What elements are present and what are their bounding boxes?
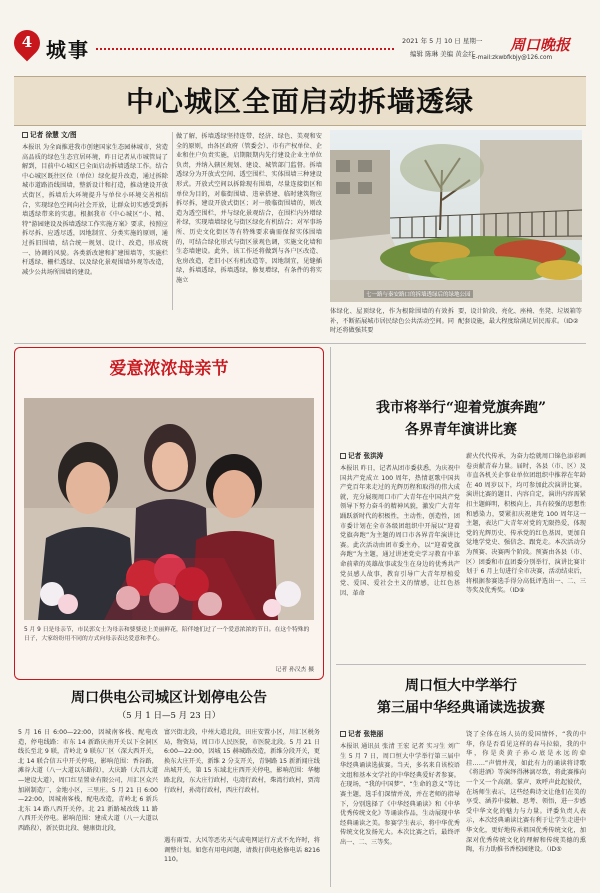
power-outage-col-2: 富兴街北段，中州大道北段，田庄安置小区，川汇区税务局，物资局，周口市人民医院，市医院北段。5 月 21 日 6:00—22:00，因城 15 赫城路改造，新维分段开关，更换东大庄开关，新维 2 分支开关，青铜路 15 新新闻庄线出城开关，第 15 东域北庄西开关停电，影响范围：华穗路北段，东大庄行政村，屯湾行政村，柴湾行政村，贾湾行政村，孙湾行政村，西庄行政村。 xyxy=(164,729,320,794)
hengda-title-1: 周口恒大中学举行 xyxy=(405,678,517,694)
youth-contest-title-2: 各界青年演讲比赛 xyxy=(405,422,517,438)
divider xyxy=(330,347,331,887)
header-dots xyxy=(96,48,396,50)
main-headline: 中心城区全面启动拆墙透绿 xyxy=(125,85,474,118)
main-col-1: 本报讯 为全面推进我市创建国家生态园林城市，营造高品质的绿色生态宜居环境，昨日记者从市城管局了解到，目前中心城区已全面启动拆墙透绿工作。结合中心城区既往区位（单位）绿化提升改造，通过拆除城市道路沿线围墙，整新设计和打造，推动建设开放式街区，拆墙后大环境提升与单位小环境交善相结合，实现绿色空间向社会开放，让群众切实感受到拆墙透绿带来的实惠。根据我市《中心城区“小、精、特”游园建设及拆墙透绿工作实施方案》要求，按照应拆尽拆、应透尽透，因地制宜、分类实施的原则，通过拆旧围墙，结合统一规划、设计、改造，形成统一、协调的风貌。各类新改建和扩建围墙等，实施栏杆透绿、栅栏透绿、以及绿化景观围墙外观等改造，减少公共场所围墙的建设。 xyxy=(22,144,168,276)
page-header xyxy=(0,0,600,70)
hengda-col-1: 本报讯 通讯员 张清 王宏 记者 实习生 刘广生 5 月 7 日，周口恒大中学举行第三届中华经典诵读选拔赛。当天，多名来自该校语文组和基本文学社的中华经典爱好者参赛。在现场，“我的中国梦”、“生命的意义”等比赛主题，选手们深情并茂，并在老师的指导下，分别选择了《中华经典诵读》和《中华优秀传统文化》等诵读作品，生动展现中华经典诵读之美。参赛学生表示，将中华优秀传统文化发扬光大。本次比赛之后，最终评出一、二、三等奖。 xyxy=(340,743,460,846)
youth-contest-byline: 记者 张洪涛 xyxy=(340,452,460,461)
park-illustration xyxy=(330,130,582,302)
street-park-photo xyxy=(330,130,582,302)
date-line: 2021 年 5 月 10 日 星期一 xyxy=(402,37,483,45)
main-byline: 记者 徐慧 文/图 xyxy=(22,131,152,140)
editor-line: 编辑 陈琳 美编 黄金红 xyxy=(410,50,475,58)
photo-caption: 七一路与秦安路口的拆墙透绿后的绿地公园 xyxy=(366,292,471,298)
youth-contest-col-1: 本报讯 昨日，记者从团市委获悉，为庆祝中国共产党成立 100 周年，热情讴歌中国共产党百年来走过的光辉历程和取得的伟大成就，充分展现周口市广大青年在中国共产党领导下努力奋斗的精神风貌，激发广大青年踊跃新时代的积极性，主动性，创造性，团市委计划在全市各级团组织中开展以“迎着党旗奔跑”为主题的周口市各界青年演讲比赛。此次活动由团市委主办，以“迎着党旗奔跑”为主题，通过讲述党史学习教育中革命前辈的英雄故事或发生在身边的优秀共产党员感人故事，教育引导广大青年厚植爱党、爱国、爱社会主义的情感，让红色基因、革命 xyxy=(340,465,460,597)
byline-box-icon xyxy=(340,453,346,459)
email-line: E-mail:zkwbfkbjy@126.com xyxy=(472,55,553,61)
page-number: 4 xyxy=(21,33,33,51)
main-col-2: 做了解，拆墙透绿坚持连带、经济、绿色、美观和安全的原则，由各区政府（管委会）、市有产权单位、企业和住户负责实施，启期限期内先行建设企业主单位负责，并纳入辖区规划、建设、城管部门监督。拆墙透绿分为开放式空间、透空围栏、实体围墙三种建设形式。开放式空间以拆除现有围墙，尽量连接街区和单位为目的，对临街围墙、违章搭建、临时建筑物应拆尽拆，建设开放式街区；对一般临街围墙的，则改造为透空围栏，并与绿化景观结合，在围栏内外增绿补绿，实现墙墙绿化与街区绿化有机结合；对军事场所、历史文化街区等有特殊要求确需保留实体围墙的，可结合绿化形式与街区景观色调，实施文化墙和生态墙建设。此外，该工作还将做到与各户区改造、危房改造，老旧小区有机改造等，因地制宜，见缝插绿，拆墙透绿，拆墙透绿，修复增绿，有条件的将实施立 xyxy=(176,133,322,284)
youth-contest-title-1: 我市将举行“迎着党旗奔跑” xyxy=(375,400,547,416)
power-outage-title: 周口供电公司城区计划停电公告 xyxy=(71,690,267,706)
hengda-title-2: 第三届中华经典诵读选拔赛 xyxy=(377,700,545,716)
divider xyxy=(172,132,173,310)
power-outage-col-1: 5 月 16 日 6:00—22:00，因城南客栈、配电改造，停电线路：市东 14 新路庆南开关以下全洞区线长至北 9 联，青岭北 9 联东厂区（深大西开关，北 14 联合信五中开关停电，影响范围：香谷路，滩谷大道（八一大道以东路段），大庆路（大昌大道—建设大道），周口红星置业有限公司，川汇区众兴加剧制造厂，金地小区，三里庄。5 月 21 日 6:00—22:00，因城南客栈、配电改造，青岭北 6 新兵北东 14 路八西开关停。北 21 新路城改线 11 路八西开关停电。影响范围：建成大道（八一大道以西路段），新民街北段、健康街北段， xyxy=(18,729,158,832)
mothers-day-photo xyxy=(24,398,314,620)
divider xyxy=(14,343,586,344)
byline-box-icon xyxy=(340,731,346,737)
mothers-day-credit: 记者 孙汉杰 摄 xyxy=(275,667,314,673)
youth-contest-col-2: 薪火代代传承，为奋力绘就周口锦色添彩画卷贡献青春力量。届时，各县（市、区）及市直各机关企事业单位团组织中推荐在年龄在 40 周岁以下，均可参加此次演讲比赛。演讲比赛的题目、内容自定，演讲内容需紧扣主题鲜明，积极向上，具有较强的思想性和感染力，要紧扣庆祝建党 100 周年这一主题，表达广大青年对党的无限热爱，体现党的光辉历史、传承党的红色基因，更加自觉地学党史、强信念、跟党走。本次活动分为预赛、决赛两个阶段。预赛由各县（市、区）团委和市直团委分别举行，演讲比赛计划于 6 月上旬进行全市决赛，活动结束后，将根据参赛选手得分高低评选出一、二、三等奖及优秀奖。（ID⑨ xyxy=(466,453,586,595)
masthead-logo: 周口晚报 xyxy=(510,36,571,54)
main-col-3: 体绿化、屋顶绿化，作为根除围墙的有效拆补，不断拓展城市居民绿色公共活动空间。同时还将做强其要 xyxy=(330,308,454,335)
section-title: 城事 xyxy=(46,38,90,62)
mothers-day-caption: 5 月 9 日是母亲节，市民郭女士为母亲和婆婆送上美丽鲜花，陪伴她们过了一个爱意浓浓的节日。在这个特殊的日子，大家纷纷用不同的方式向母亲表达爱意和孝心。 xyxy=(24,627,310,642)
divider xyxy=(336,664,586,665)
byline-box-icon xyxy=(22,132,28,138)
main-col-4: 要，设计阶段、亮化、座椅、坐凳、垃圾箱等配套设施，最大程度给满足居民需求。（ID② xyxy=(458,308,582,325)
power-outage-subtitle: （5 月 1 日—5 月 23 日） xyxy=(117,711,221,721)
hengda-byline: 记者 张艳丽 xyxy=(340,730,460,739)
mothers-day-title: 爱意浓浓母亲节 xyxy=(109,359,229,379)
mothers-day-illustration xyxy=(24,398,314,620)
power-outage-col-3: 遇有雨雪、大风等恶劣天气或电网运行方式不允许时，将调整计划。如您有用电问题，请拨打供电抢修电话 8216110。 xyxy=(164,837,320,864)
hengda-col-2: 饶了全体在场人员的爱国情怀，“我的中华，你是否看见这样的春马拉辕，我的中华，你是炎黄子孙心底是永远的牵挂……”声情并茂，如此有力的诵读将诗歌《将进酒》等演绎得淋漓尽致，将此赛推向一个又一个高潮。掌声、欢呼声此起彼伏，在场师生表示，这些经典诗文让他们在美的享受、涵养中接触、思考、领悟，进一步感受中华文化的魅力与力量。评委负责人表示，本次经典诵读比赛有利于让学生走进中华文化，更好地传承祖国优秀传统文化，加深对优秀传统文化的理解和传统美德的熏陶，有力助推书香校园建设。（ID⑤ xyxy=(466,731,586,854)
